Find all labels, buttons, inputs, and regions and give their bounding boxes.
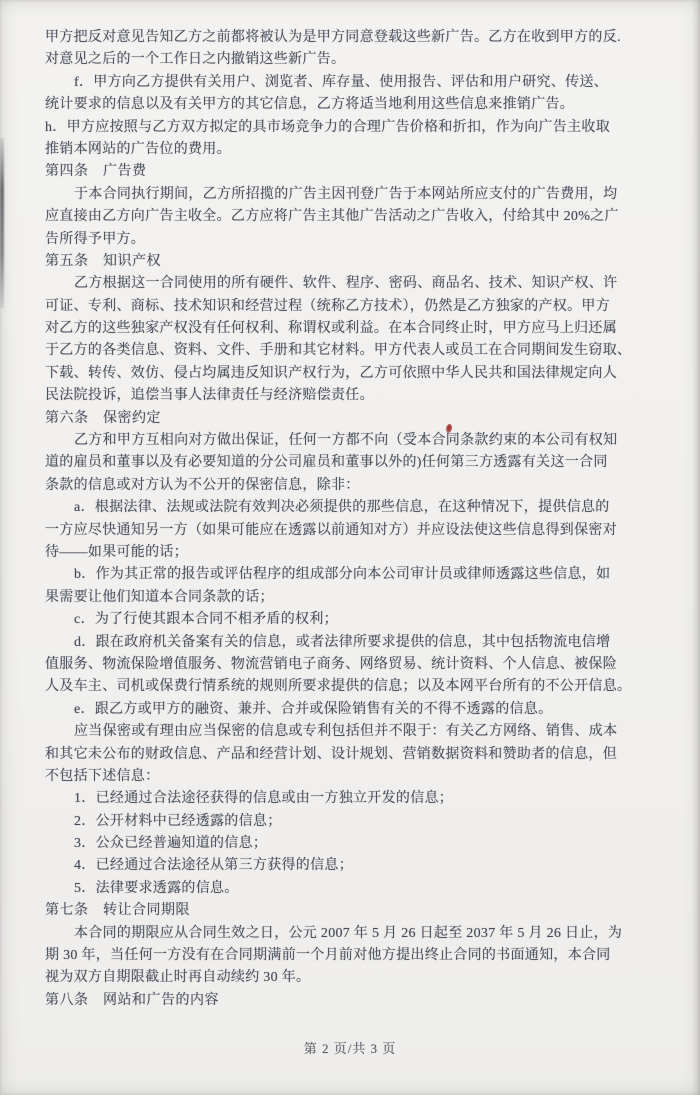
text-line: 和其它未公布的财政信息、产品和经营计划、设计规划、营销数据资料和赞助者的信息，但 <box>45 746 617 762</box>
text-line: 统计要求的信息以及有关甲方的其它信息，乙方将适当地利用这些信息来推销广告。 <box>45 97 575 113</box>
text-line: 1．已经通过合法途径获得的信息或由一方独立开发的信息； <box>74 791 454 807</box>
text-line: 推销本网站的广告位的费用。 <box>45 141 231 157</box>
text-line: 应直接由乙方向广告主收全。乙方应将广告主其他广告活动之广告收入，付给其中 20%之广 <box>45 209 619 225</box>
section-heading: 第五条 知识产权 <box>45 253 161 269</box>
text-line: 应当保密或有理由应当保密的信息或专利包括但并不限于：有关乙方网络、销售、成本 <box>74 724 618 740</box>
section-heading: 第八条 网站和广告的内容 <box>45 992 219 1008</box>
section-heading: 第七条 转让合同期限 <box>45 903 190 919</box>
text-line: 甲方把反对意见告知乙方之前都将被认为是甲方同意登载这些新广告。乙方在收到甲方的反. <box>45 30 621 45</box>
text-line: 于本合同执行期间，乙方所招揽的广告主因刊登广告于本网站所应支付的广告费用，均 <box>74 186 618 202</box>
text-line: 2．公开材料中已经透露的信息； <box>74 813 282 829</box>
text-line: 待——如果可能的话； <box>45 544 188 560</box>
text-line: 本合同的期限应从合同生效之日，公元 2007 年 5 月 26 日起至 2037 年 5 月 26 日止，为 <box>74 925 623 941</box>
text-line: a．根据法律、法规或法院有效判决必须提供的那些信息，在这种情况下，提供信息的 <box>74 500 610 516</box>
text-line: 3．公众已经普遍知道的信息； <box>74 836 268 852</box>
text-line: 告所得予甲方。 <box>45 231 146 247</box>
page-number: 第 2 页/共 3 页 <box>303 1041 397 1056</box>
text-line: d．跟在政府机关备案有关的信息，或者法律所要求提供的信息，其中包括物流电信增 <box>74 634 611 650</box>
text-line: c．为了行使其跟本合同不相矛盾的权利； <box>74 612 338 628</box>
text-line: 乙方根据这一合同使用的所有硬件、软件、程序、密码、商品名、技术、知识产权、许 <box>74 276 618 292</box>
scan-edge-shadow <box>692 0 700 1095</box>
text-line: 道的雇员和董事以及有必要知道的分公司雇员和董事以外的)任何第三方透露有关这一合同 <box>45 455 608 471</box>
text-line: h．甲方应按照与乙方双方拟定的具市场竞争力的合理广告价格和折扣，作为向广告主收取 <box>45 119 610 135</box>
text-line: 值服务、物流保险增值服务、物流营销电子商务、网络贸易、统计资料、个人信息、被保险 <box>45 656 617 672</box>
text-line: 对意见之后的一个工作日之内撤销这些新广告。 <box>45 52 346 68</box>
text-line: 乙方和甲方互相向对方做出保证，任何一方都不向（受本合同条款约束的本公司有权知 <box>74 433 618 449</box>
text-line: 视为双方自期限截止时再自动续约 30 年。 <box>45 970 311 986</box>
text-line: 果需要让他们知道本合同条款的话； <box>45 589 274 605</box>
text-line: 期 30 年，当任何一方没有在合同期满前一个月前对他方提出终止合同的书面通知，本合同 <box>45 948 611 964</box>
text-line: 4．已经通过合法途径从第三方获得的信息； <box>74 858 353 874</box>
text-line: 民法院投诉，追偿当事人法律责任与经济赔偿责任。 <box>45 388 374 404</box>
text-line: 5．法律要求透露的信息。 <box>74 880 239 896</box>
text-line: 不包括下述信息： <box>45 768 160 784</box>
text-line: 对乙方的这些独家产权没有任何权利、称谓权或利益。在本合同终止时，甲方应马上归还属 <box>45 321 617 337</box>
section-heading: 第六条 保密约定 <box>45 410 161 426</box>
text-line: 可证、专利、商标、技术知识和经营过程（统称乙方技术），仍然是乙方独家的产权。甲方 <box>45 298 610 314</box>
text-line: 人及车主、司机或保费行情系统的规则所要求提供的信息；以及本网平台所有的不公开信息。 <box>45 679 632 695</box>
text-line: f．甲方向乙方提供有关用户、浏览者、库存量、使用报告、评估和用户研究、传送、 <box>74 74 609 90</box>
text-line: e．跟乙方或甲方的融资、兼并、合并或保险销售有关的不得不透露的信息。 <box>74 701 553 717</box>
text-line: 下载、转传、效仿、侵占均属违反知识产权行为，乙方可依照中华人民共和国法律规定向人 <box>45 365 617 381</box>
text-line: 一方应尽快通知另一方（如果可能应在透露以前通知对方）并应设法使这些信息得到保密对 <box>45 522 617 538</box>
text-line: 条款的信息或对方认为不公开的保密信息，除非： <box>45 477 360 493</box>
contract-body <box>45 27 662 1012</box>
text-line: b．作为其正常的报告或评估程序的组成部分向本公司审计员或律师透露这些信息，如 <box>74 567 611 583</box>
section-heading: 第四条 广告费 <box>45 164 147 180</box>
scan-artifact-left-streak <box>0 138 4 308</box>
text-line: 于乙方的各类信息、资料、文件、手册和其它材料。甲方代表人或员工在合同期间发生窃取、 <box>45 343 632 359</box>
